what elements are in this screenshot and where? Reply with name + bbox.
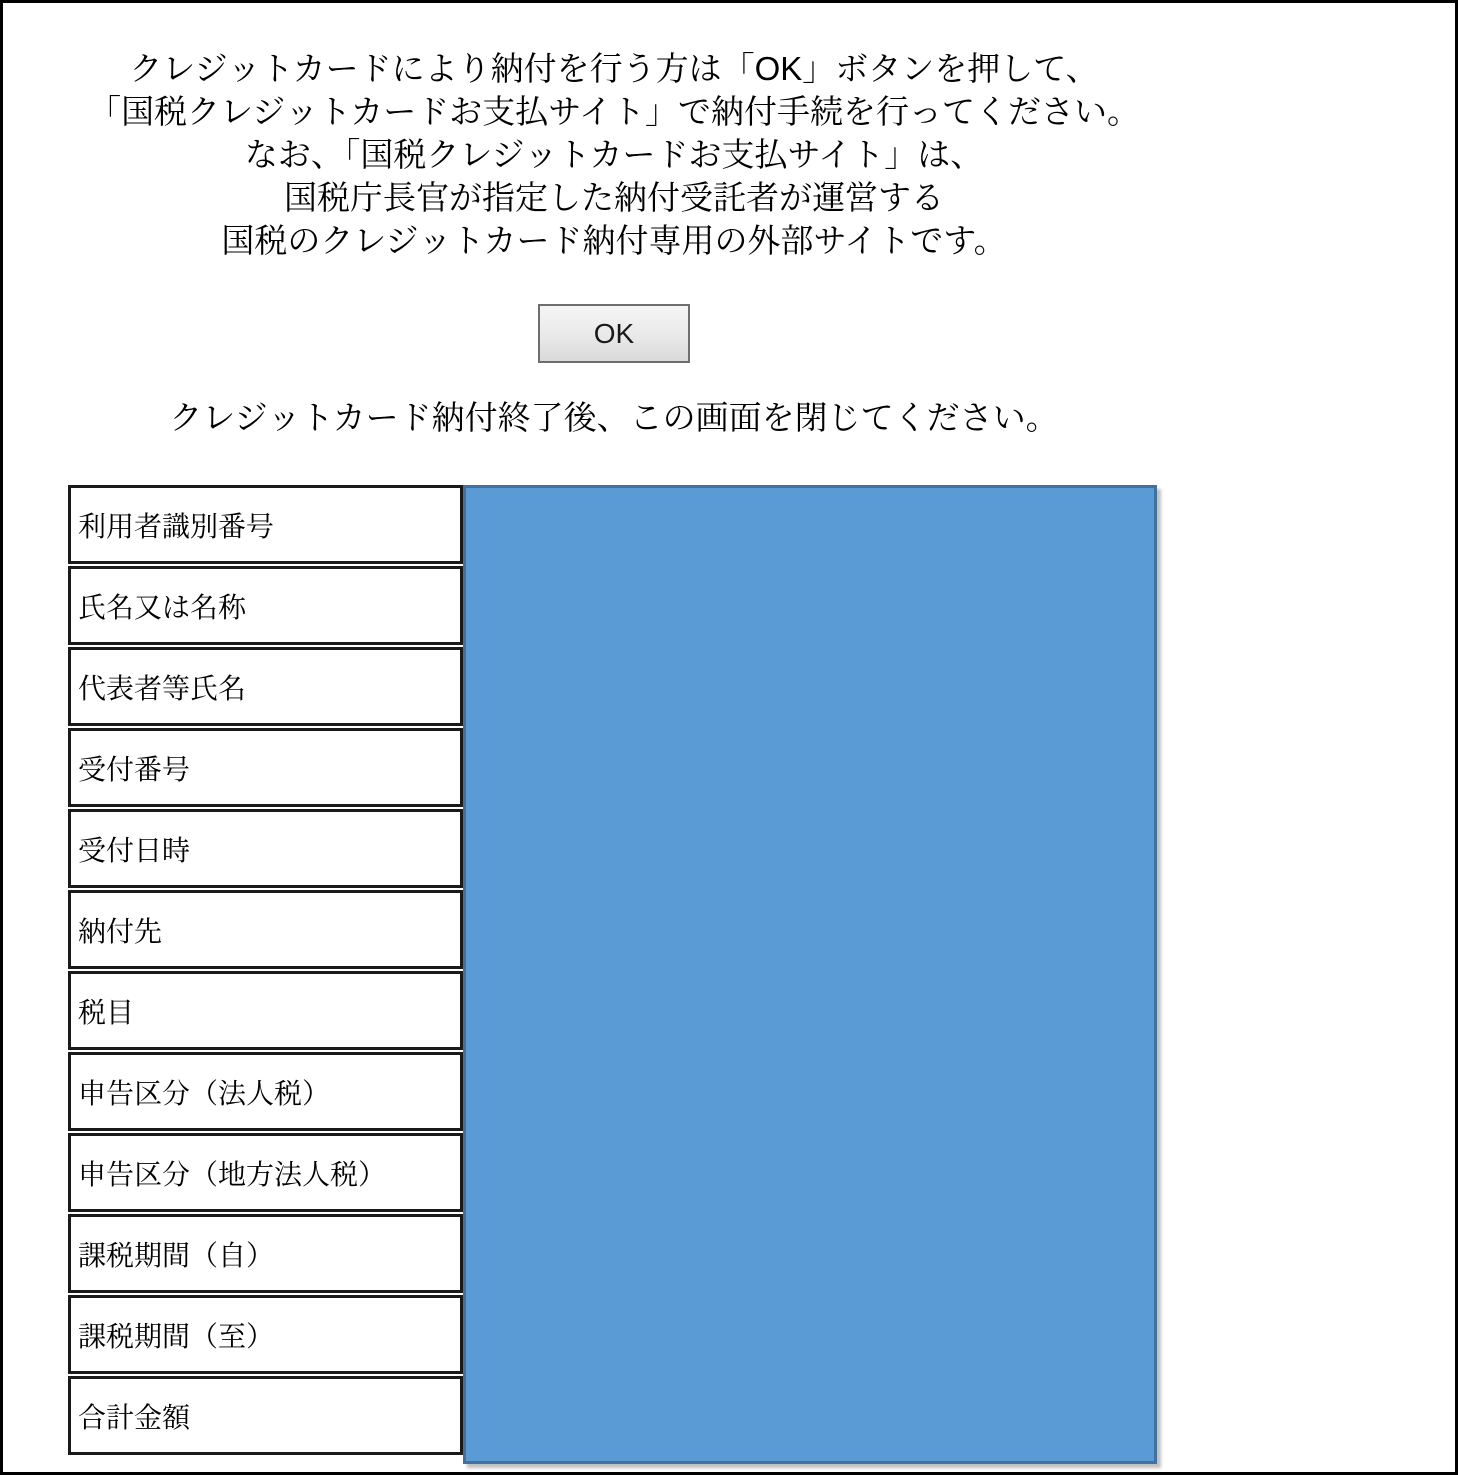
table-row-label-tax-period-to: 課税期間（至）	[68, 1295, 463, 1374]
page-content	[68, 3, 1160, 1464]
table-row-label-payment-destination: 納付先	[68, 890, 463, 969]
header-line: クレジットカードにより納付を行う方は「OK」ボタンを押して、	[129, 50, 1099, 87]
table-row-label-tax-item: 税目	[68, 971, 463, 1050]
table-row-label-receipt-number: 受付番号	[68, 728, 463, 807]
table-row-label-filing-category-local-corporate: 申告区分（地方法人税）	[68, 1133, 463, 1212]
table-row-label-total-amount: 合計金額	[68, 1376, 463, 1455]
payment-details-table	[68, 485, 1160, 1464]
table-row-label-tax-period-from: 課税期間（自）	[68, 1214, 463, 1293]
table-label-column	[68, 485, 463, 1457]
table-row-label-receipt-datetime: 受付日時	[68, 809, 463, 888]
header-instructions	[68, 47, 1160, 262]
table-row-label-name: 氏名又は名称	[68, 566, 463, 645]
header-line: 国税のクレジットカード納付専用の外部サイトです。	[221, 222, 1007, 259]
ok-button[interactable]: OK	[538, 304, 690, 363]
table-row-label-filing-category-corporate: 申告区分（法人税）	[68, 1052, 463, 1131]
table-row-label-user-id: 利用者識別番号	[68, 485, 463, 564]
masked-values-area	[463, 485, 1157, 1464]
header-line: 国税庁長官が指定した納付受託者が運営する	[284, 179, 944, 216]
header-line: なお、「国税クレジットカードお支払サイト」は、	[244, 136, 984, 173]
header-line: 「国税クレジットカードお支払サイト」で納付手続を行ってください。	[88, 93, 1140, 130]
close-instruction: クレジットカード納付終了後、この画面を閉じてください。	[169, 399, 1059, 436]
table-row-label-representative: 代表者等氏名	[68, 647, 463, 726]
